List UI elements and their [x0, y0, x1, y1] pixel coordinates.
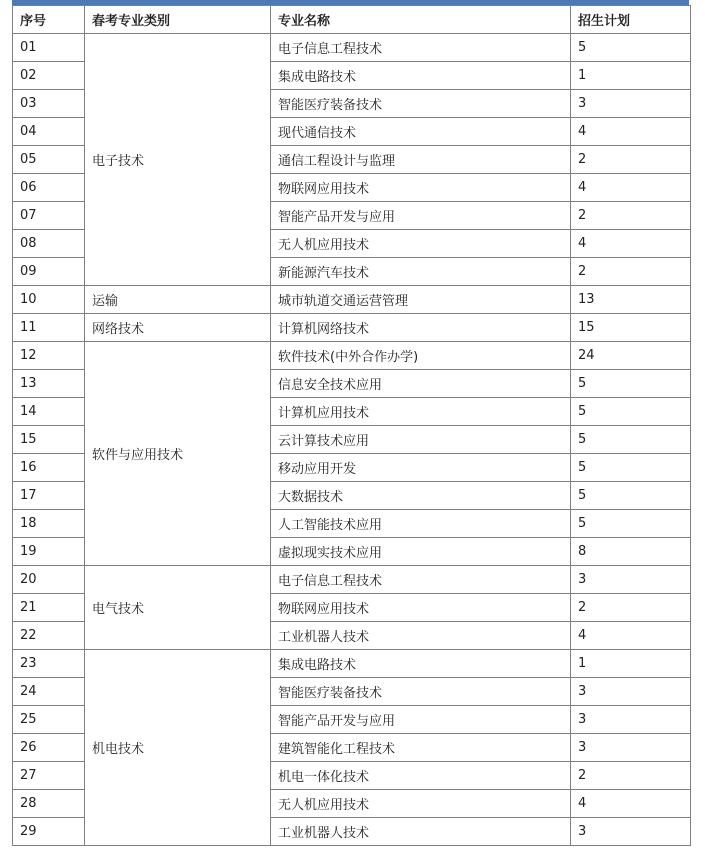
header-plan: 招生计划 — [571, 6, 691, 34]
row-serial: 10 — [13, 286, 85, 314]
row-plan: 5 — [571, 370, 691, 398]
row-plan: 1 — [571, 62, 691, 90]
row-plan: 3 — [571, 566, 691, 594]
row-serial: 13 — [13, 370, 85, 398]
row-serial: 11 — [13, 314, 85, 342]
row-major: 建筑智能化工程技术 — [271, 734, 571, 762]
row-category: 软件与应用技术 — [85, 342, 271, 566]
row-serial: 23 — [13, 650, 85, 678]
row-serial: 29 — [13, 818, 85, 846]
row-plan: 4 — [571, 174, 691, 202]
row-serial: 08 — [13, 230, 85, 258]
row-major: 无人机应用技术 — [271, 230, 571, 258]
row-serial: 25 — [13, 706, 85, 734]
row-serial: 28 — [13, 790, 85, 818]
row-serial: 16 — [13, 454, 85, 482]
row-plan: 5 — [571, 398, 691, 426]
row-major: 物联网应用技术 — [271, 174, 571, 202]
row-plan: 3 — [571, 706, 691, 734]
row-plan: 3 — [571, 818, 691, 846]
row-major: 城市轨道交通运营管理 — [271, 286, 571, 314]
row-major: 电子信息工程技术 — [271, 34, 571, 62]
header-major: 专业名称 — [271, 6, 571, 34]
table-row — [13, 342, 691, 370]
row-plan: 3 — [571, 734, 691, 762]
row-plan: 8 — [571, 538, 691, 566]
row-major: 智能产品开发与应用 — [271, 706, 571, 734]
enrollment-plan-table — [12, 5, 691, 846]
row-serial: 20 — [13, 566, 85, 594]
row-serial: 09 — [13, 258, 85, 286]
row-plan: 4 — [571, 790, 691, 818]
table-row — [13, 566, 691, 594]
row-serial: 04 — [13, 118, 85, 146]
row-major: 物联网应用技术 — [271, 594, 571, 622]
row-major: 智能产品开发与应用 — [271, 202, 571, 230]
row-serial: 05 — [13, 146, 85, 174]
row-serial: 03 — [13, 90, 85, 118]
row-plan: 3 — [571, 90, 691, 118]
row-plan: 2 — [571, 762, 691, 790]
row-major: 工业机器人技术 — [271, 818, 571, 846]
row-plan: 3 — [571, 678, 691, 706]
row-major: 软件技术(中外合作办学) — [271, 342, 571, 370]
row-category: 机电技术 — [85, 650, 271, 846]
header-serial: 序号 — [13, 6, 85, 34]
row-category: 运输 — [85, 286, 271, 314]
table-row — [13, 34, 691, 62]
table-row — [13, 286, 691, 314]
row-major: 人工智能技术应用 — [271, 510, 571, 538]
row-serial: 02 — [13, 62, 85, 90]
row-major: 云计算技术应用 — [271, 426, 571, 454]
row-plan: 4 — [571, 230, 691, 258]
row-major: 现代通信技术 — [271, 118, 571, 146]
row-major: 虚拟现实技术应用 — [271, 538, 571, 566]
row-plan: 5 — [571, 454, 691, 482]
row-plan: 24 — [571, 342, 691, 370]
row-serial: 06 — [13, 174, 85, 202]
row-major: 无人机应用技术 — [271, 790, 571, 818]
row-plan: 5 — [571, 510, 691, 538]
row-plan: 2 — [571, 594, 691, 622]
row-major: 电子信息工程技术 — [271, 566, 571, 594]
row-plan: 15 — [571, 314, 691, 342]
row-serial: 14 — [13, 398, 85, 426]
row-plan: 2 — [571, 258, 691, 286]
row-major: 计算机网络技术 — [271, 314, 571, 342]
row-serial: 26 — [13, 734, 85, 762]
row-serial: 22 — [13, 622, 85, 650]
row-major: 集成电路技术 — [271, 62, 571, 90]
row-major: 智能医疗装备技术 — [271, 678, 571, 706]
row-major: 信息安全技术应用 — [271, 370, 571, 398]
row-plan: 4 — [571, 622, 691, 650]
row-major: 集成电路技术 — [271, 650, 571, 678]
row-major: 通信工程设计与监理 — [271, 146, 571, 174]
row-serial: 12 — [13, 342, 85, 370]
row-plan: 5 — [571, 426, 691, 454]
row-category: 网络技术 — [85, 314, 271, 342]
row-serial: 18 — [13, 510, 85, 538]
row-serial: 19 — [13, 538, 85, 566]
row-major: 大数据技术 — [271, 482, 571, 510]
row-major: 机电一体化技术 — [271, 762, 571, 790]
table-row — [13, 314, 691, 342]
row-plan: 13 — [571, 286, 691, 314]
table-row — [13, 650, 691, 678]
row-serial: 01 — [13, 34, 85, 62]
row-category: 电气技术 — [85, 566, 271, 650]
row-plan: 4 — [571, 118, 691, 146]
row-major: 计算机应用技术 — [271, 398, 571, 426]
row-plan: 2 — [571, 202, 691, 230]
row-serial: 07 — [13, 202, 85, 230]
row-plan: 5 — [571, 34, 691, 62]
row-serial: 24 — [13, 678, 85, 706]
row-category: 电子技术 — [85, 34, 271, 286]
row-serial: 27 — [13, 762, 85, 790]
row-plan: 1 — [571, 650, 691, 678]
row-major: 移动应用开发 — [271, 454, 571, 482]
header-category: 春考专业类别 — [85, 6, 271, 34]
row-plan: 5 — [571, 482, 691, 510]
row-serial: 17 — [13, 482, 85, 510]
row-major: 新能源汽车技术 — [271, 258, 571, 286]
row-plan: 2 — [571, 146, 691, 174]
row-serial: 15 — [13, 426, 85, 454]
row-major: 工业机器人技术 — [271, 622, 571, 650]
table-header-row — [13, 6, 691, 34]
table-body — [13, 34, 691, 846]
row-serial: 21 — [13, 594, 85, 622]
row-major: 智能医疗装备技术 — [271, 90, 571, 118]
